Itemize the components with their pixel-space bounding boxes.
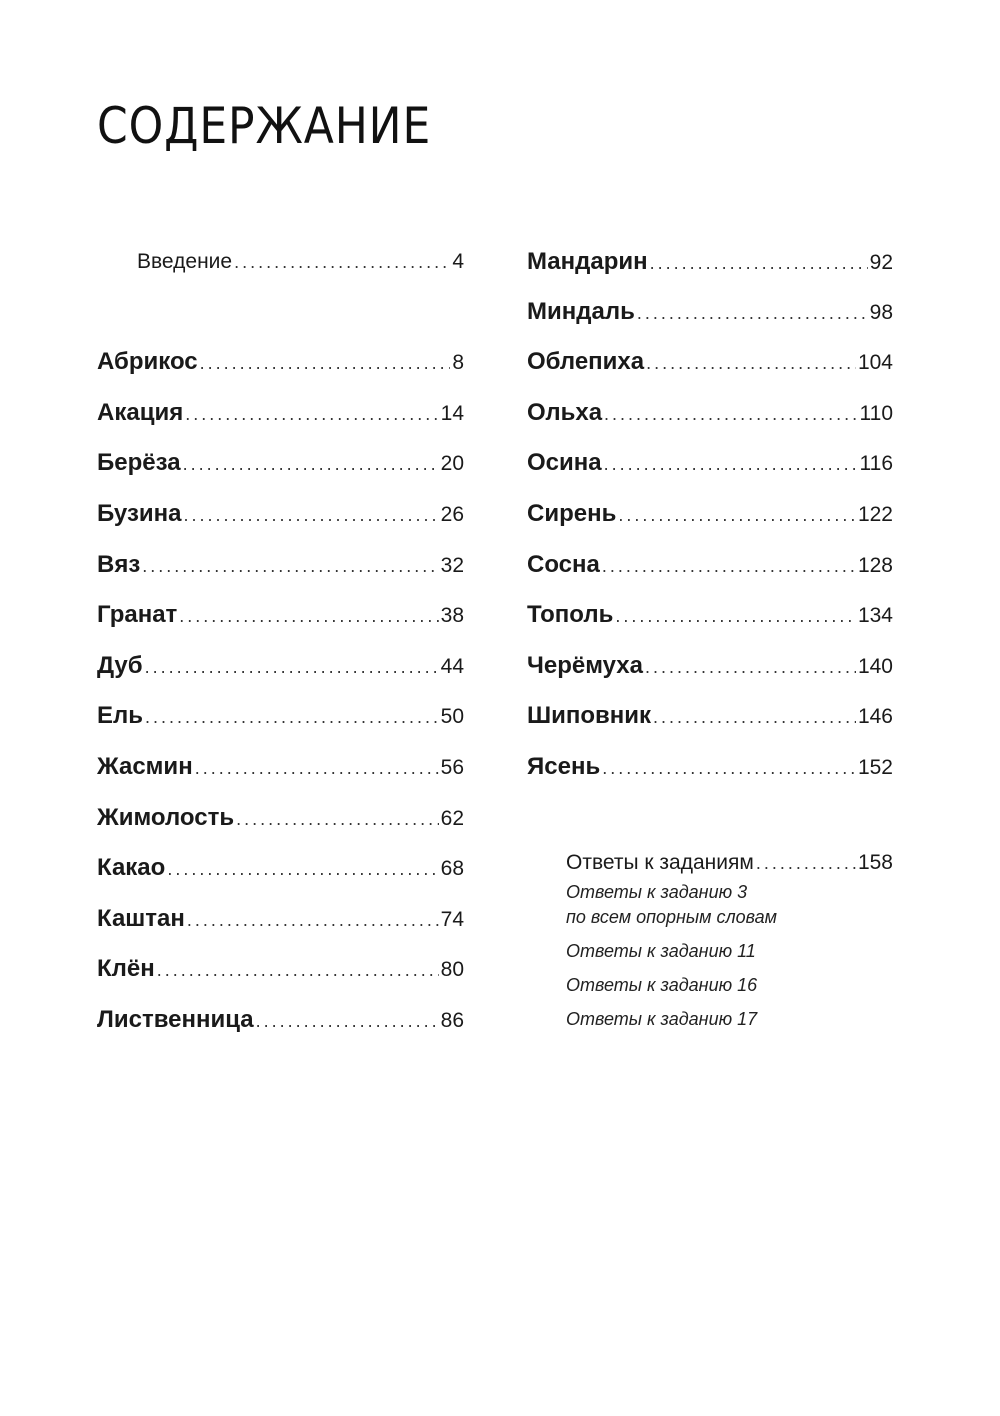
dot-leader [167, 852, 438, 886]
toc-entry[interactable] [527, 699, 893, 733]
toc-entry-page: 86 [440, 1009, 464, 1032]
dot-leader [187, 903, 439, 937]
toc-entry[interactable] [97, 750, 464, 784]
toc-entry[interactable] [527, 396, 893, 430]
toc-entry[interactable] [527, 245, 893, 279]
toc-entry-page: 122 [857, 503, 893, 526]
toc-entry[interactable] [527, 295, 893, 329]
toc-entry[interactable] [97, 699, 464, 733]
dot-leader [602, 751, 856, 785]
answers-sub-item[interactable]: Ответы к заданию 16 [566, 975, 758, 995]
dot-leader [615, 599, 856, 633]
toc-entry-page: 38 [440, 604, 464, 627]
toc-entry-page: 8 [452, 351, 464, 374]
toc-entry-page: 50 [440, 705, 464, 728]
toc-entry-label: Акация [97, 399, 184, 426]
toc-entry-label: Черёмуха [527, 652, 643, 679]
toc-entry-page: 68 [440, 857, 464, 880]
dot-leader [256, 1004, 439, 1038]
toc-entry-page: 20 [440, 452, 464, 475]
toc-entry-page: 14 [440, 402, 464, 425]
dot-leader [183, 447, 439, 481]
toc-entry-label: Миндаль [527, 298, 635, 325]
dot-leader [234, 245, 450, 279]
dot-leader [756, 846, 856, 880]
toc-entry-intro[interactable] [137, 245, 464, 279]
dot-leader [145, 700, 439, 734]
toc-entry-label: Какао [97, 854, 166, 881]
toc-entry-page: 110 [859, 402, 893, 425]
toc-entry[interactable] [527, 750, 893, 784]
toc-entry[interactable] [97, 801, 464, 835]
answers-sub-item[interactable]: Ответы к заданию 11 [566, 941, 756, 961]
toc-entry-page: 80 [440, 958, 464, 981]
toc-entry[interactable] [527, 598, 893, 632]
toc-entry-page: 62 [440, 807, 464, 830]
answers-sub-item[interactable]: Ответы к заданию 17 [566, 1009, 758, 1029]
dot-leader [604, 447, 858, 481]
toc-entry-label: Ясень [527, 753, 601, 780]
toc-entry[interactable] [97, 497, 464, 531]
toc-entry-label: Облепиха [527, 348, 645, 375]
toc-entry-label: Введение [137, 250, 233, 273]
dot-leader [618, 498, 856, 532]
toc-entry-page: 128 [857, 554, 893, 577]
toc-entry-label: Абрикос [97, 348, 198, 375]
toc-entry[interactable] [527, 497, 893, 531]
dot-leader [179, 599, 438, 633]
answers-sub-item[interactable]: Ответы к заданию 3 [566, 882, 748, 902]
toc-entry[interactable] [97, 345, 464, 379]
toc-entry-label: Каштан [97, 905, 185, 932]
dot-leader [637, 296, 868, 330]
toc-entry-page: 158 [857, 851, 893, 874]
toc-entry-label: Бузина [97, 500, 182, 527]
toc-entry-page: 92 [869, 251, 893, 274]
dot-leader [646, 346, 856, 380]
toc-entry[interactable] [97, 446, 464, 480]
toc-entry-label: Мандарин [527, 248, 648, 275]
dot-leader [200, 346, 451, 380]
toc-entry[interactable] [97, 598, 464, 632]
dot-leader [645, 650, 856, 684]
toc-entry-label: Гранат [97, 601, 178, 628]
toc-entry-page: 98 [869, 301, 893, 324]
toc-entry-page: 140 [857, 655, 893, 678]
toc-entry-page: 56 [440, 756, 464, 779]
dot-leader [604, 397, 857, 431]
toc-entry-label: Жимолость [97, 804, 235, 831]
toc-entry-page: 116 [859, 452, 893, 475]
dot-leader [185, 397, 438, 431]
toc-entry-label: Вяз [97, 551, 141, 578]
toc-entry[interactable] [97, 649, 464, 683]
toc-entry-label: Шиповник [527, 702, 652, 729]
dot-leader [157, 953, 439, 987]
toc-entry-label: Ольха [527, 399, 603, 426]
toc-entry-label: Жасмин [97, 753, 193, 780]
toc-entry-label: Дуб [97, 652, 143, 679]
toc-entry-page: 146 [857, 705, 893, 728]
toc-entry[interactable] [527, 649, 893, 683]
toc-entry[interactable] [97, 548, 464, 582]
toc-entry[interactable] [97, 396, 464, 430]
toc-entry[interactable] [97, 902, 464, 936]
toc-entry[interactable] [97, 952, 464, 986]
toc-entry-page: 32 [440, 554, 464, 577]
dot-leader [236, 802, 439, 836]
dot-leader [184, 498, 439, 532]
toc-entry-page: 74 [440, 908, 464, 931]
toc-entry[interactable] [527, 446, 893, 480]
toc-entry-label: Сирень [527, 500, 617, 527]
toc-entry-label: Ель [97, 702, 144, 729]
toc-entry-label: Клён [97, 955, 155, 982]
toc-entry-page: 44 [440, 655, 464, 678]
toc-entry-label: Тополь [527, 601, 614, 628]
toc-entry-page: 152 [857, 756, 893, 779]
dot-leader [145, 650, 439, 684]
dot-leader [602, 549, 856, 583]
dot-leader [142, 549, 438, 583]
toc-entry-page: 26 [440, 503, 464, 526]
toc-entry-page: 4 [452, 250, 464, 273]
toc-entry-label: Лиственница [97, 1006, 254, 1033]
toc-entry-label: Сосна [527, 551, 600, 578]
answers-sub-item-continuation: по всем опорным словам [566, 907, 778, 927]
toc-entry-page: 134 [857, 604, 893, 627]
toc-entry[interactable] [527, 345, 893, 379]
page-title: СОДЕРЖАНИЕ [97, 97, 432, 155]
toc-entry-label: Осина [527, 449, 602, 476]
dot-leader [195, 751, 439, 785]
toc-entry-page: 104 [857, 351, 893, 374]
dot-leader [653, 700, 856, 734]
toc-entry-answers[interactable] [566, 846, 893, 880]
toc-entry-label: Берёза [97, 449, 181, 476]
toc-entry[interactable] [97, 1003, 464, 1037]
toc-entry-label: Ответы к заданиям [566, 851, 754, 874]
toc-entry[interactable] [527, 548, 893, 582]
dot-leader [650, 246, 868, 280]
toc-entry[interactable] [97, 851, 464, 885]
